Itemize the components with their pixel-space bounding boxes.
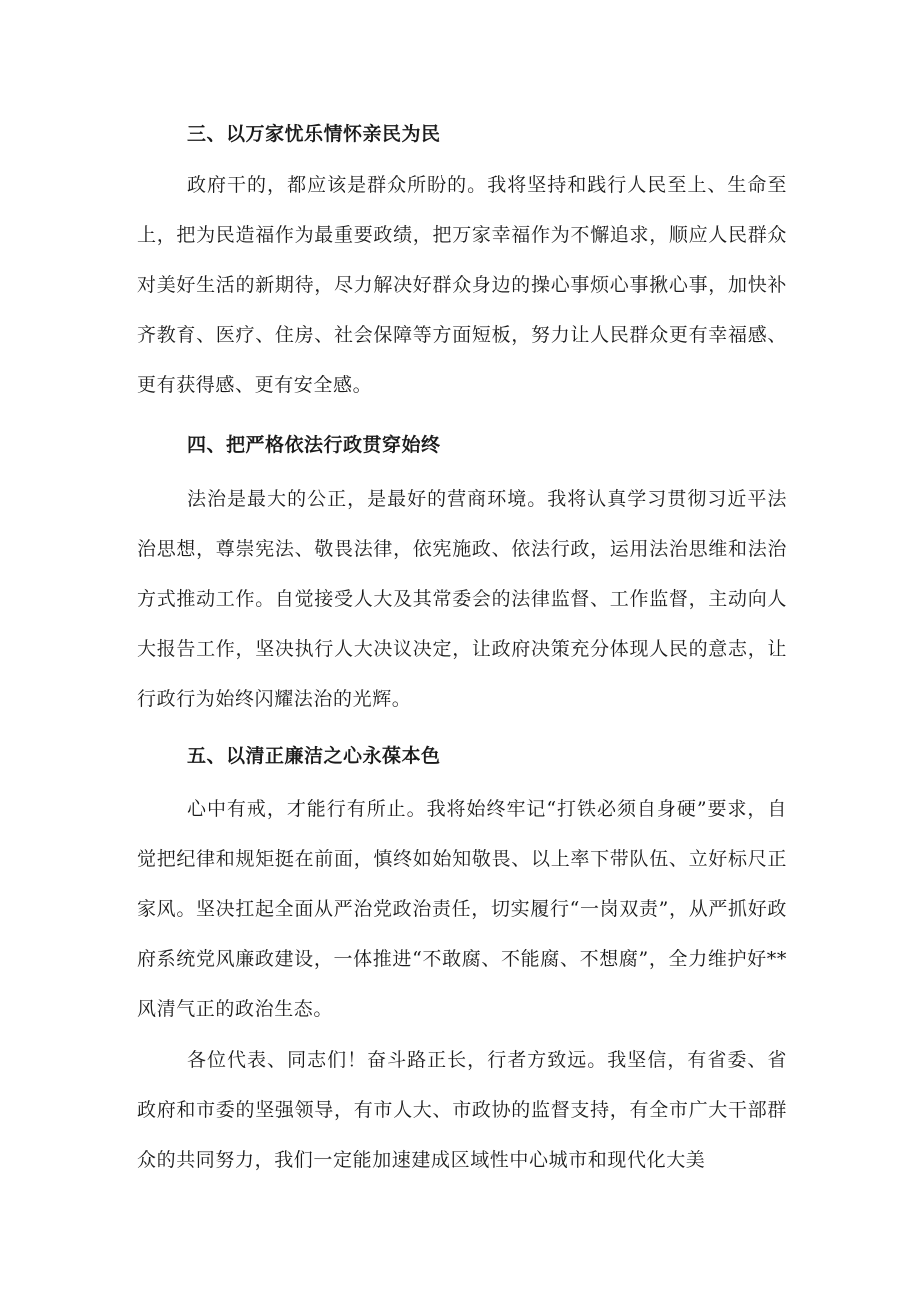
- paragraph: 政府干的，都应该是群众所盼的。我将坚持和践行人民至上、生命至上，把为民造福作为最重要政绩，把万家幸福作为不懈追求，顺应人民群众对美好生活的新期待，尽力解决好群众身边的操心事烦心事揪心事，加快补齐教育、医疗、住房、社会保障等方面短板，努力让人民群众更有幸福感、更有获得感、更有安全感。: [137, 174, 787, 396]
- section-body-3: [137, 160, 787, 410]
- section-body-5: [137, 784, 787, 1034]
- section-heading-3: 三、以万家忧乐情怀亲民为民: [187, 123, 441, 145]
- paragraph: 法治是最大的公正，是最好的营商环境。我将认真学习贯彻习近平法治思想，尊崇宪法、敬畏法律，依宪施政、依法行政，运用法治思维和法治方式推动工作。自觉接受人大及其常委会的法律监督、工作监督，主动向人大报告工作，坚决执行人大决议决定，让政府决策充分体现人民的意志，让行政行为始终闪耀法治的光辉。: [137, 488, 787, 710]
- section-heading-5: 五、以清正廉洁之心永葆本色: [187, 745, 441, 767]
- section-body-4: [137, 474, 787, 724]
- paragraph: 心中有戒，才能行有所止。我将始终牢记“打铁必须自身硬”要求，自觉把纪律和规矩挺在前面，慎终如始知敬畏、以上率下带队伍、立好标尺正家风。坚决扛起全面从严治党政治责任，切实履行“一岗双责”，从严抓好政府系统党风廉政建设，一体推进“不敢腐、不能腐、不想腐”，全力维护好**风清气正的政治生态。: [137, 798, 787, 1020]
- closing-paragraph: [137, 1035, 787, 1185]
- paragraph: 各位代表、同志们！奋斗路正长，行者方致远。我坚信，有省委、省政府和市委的坚强领导，有市人大、市政协的监督支持，有全市广大干部群众的共同努力，我们一定能加速建成区域性中心城市和现代化大美: [137, 1049, 787, 1171]
- section-heading-4: 四、把严格依法行政贯穿始终: [187, 434, 441, 456]
